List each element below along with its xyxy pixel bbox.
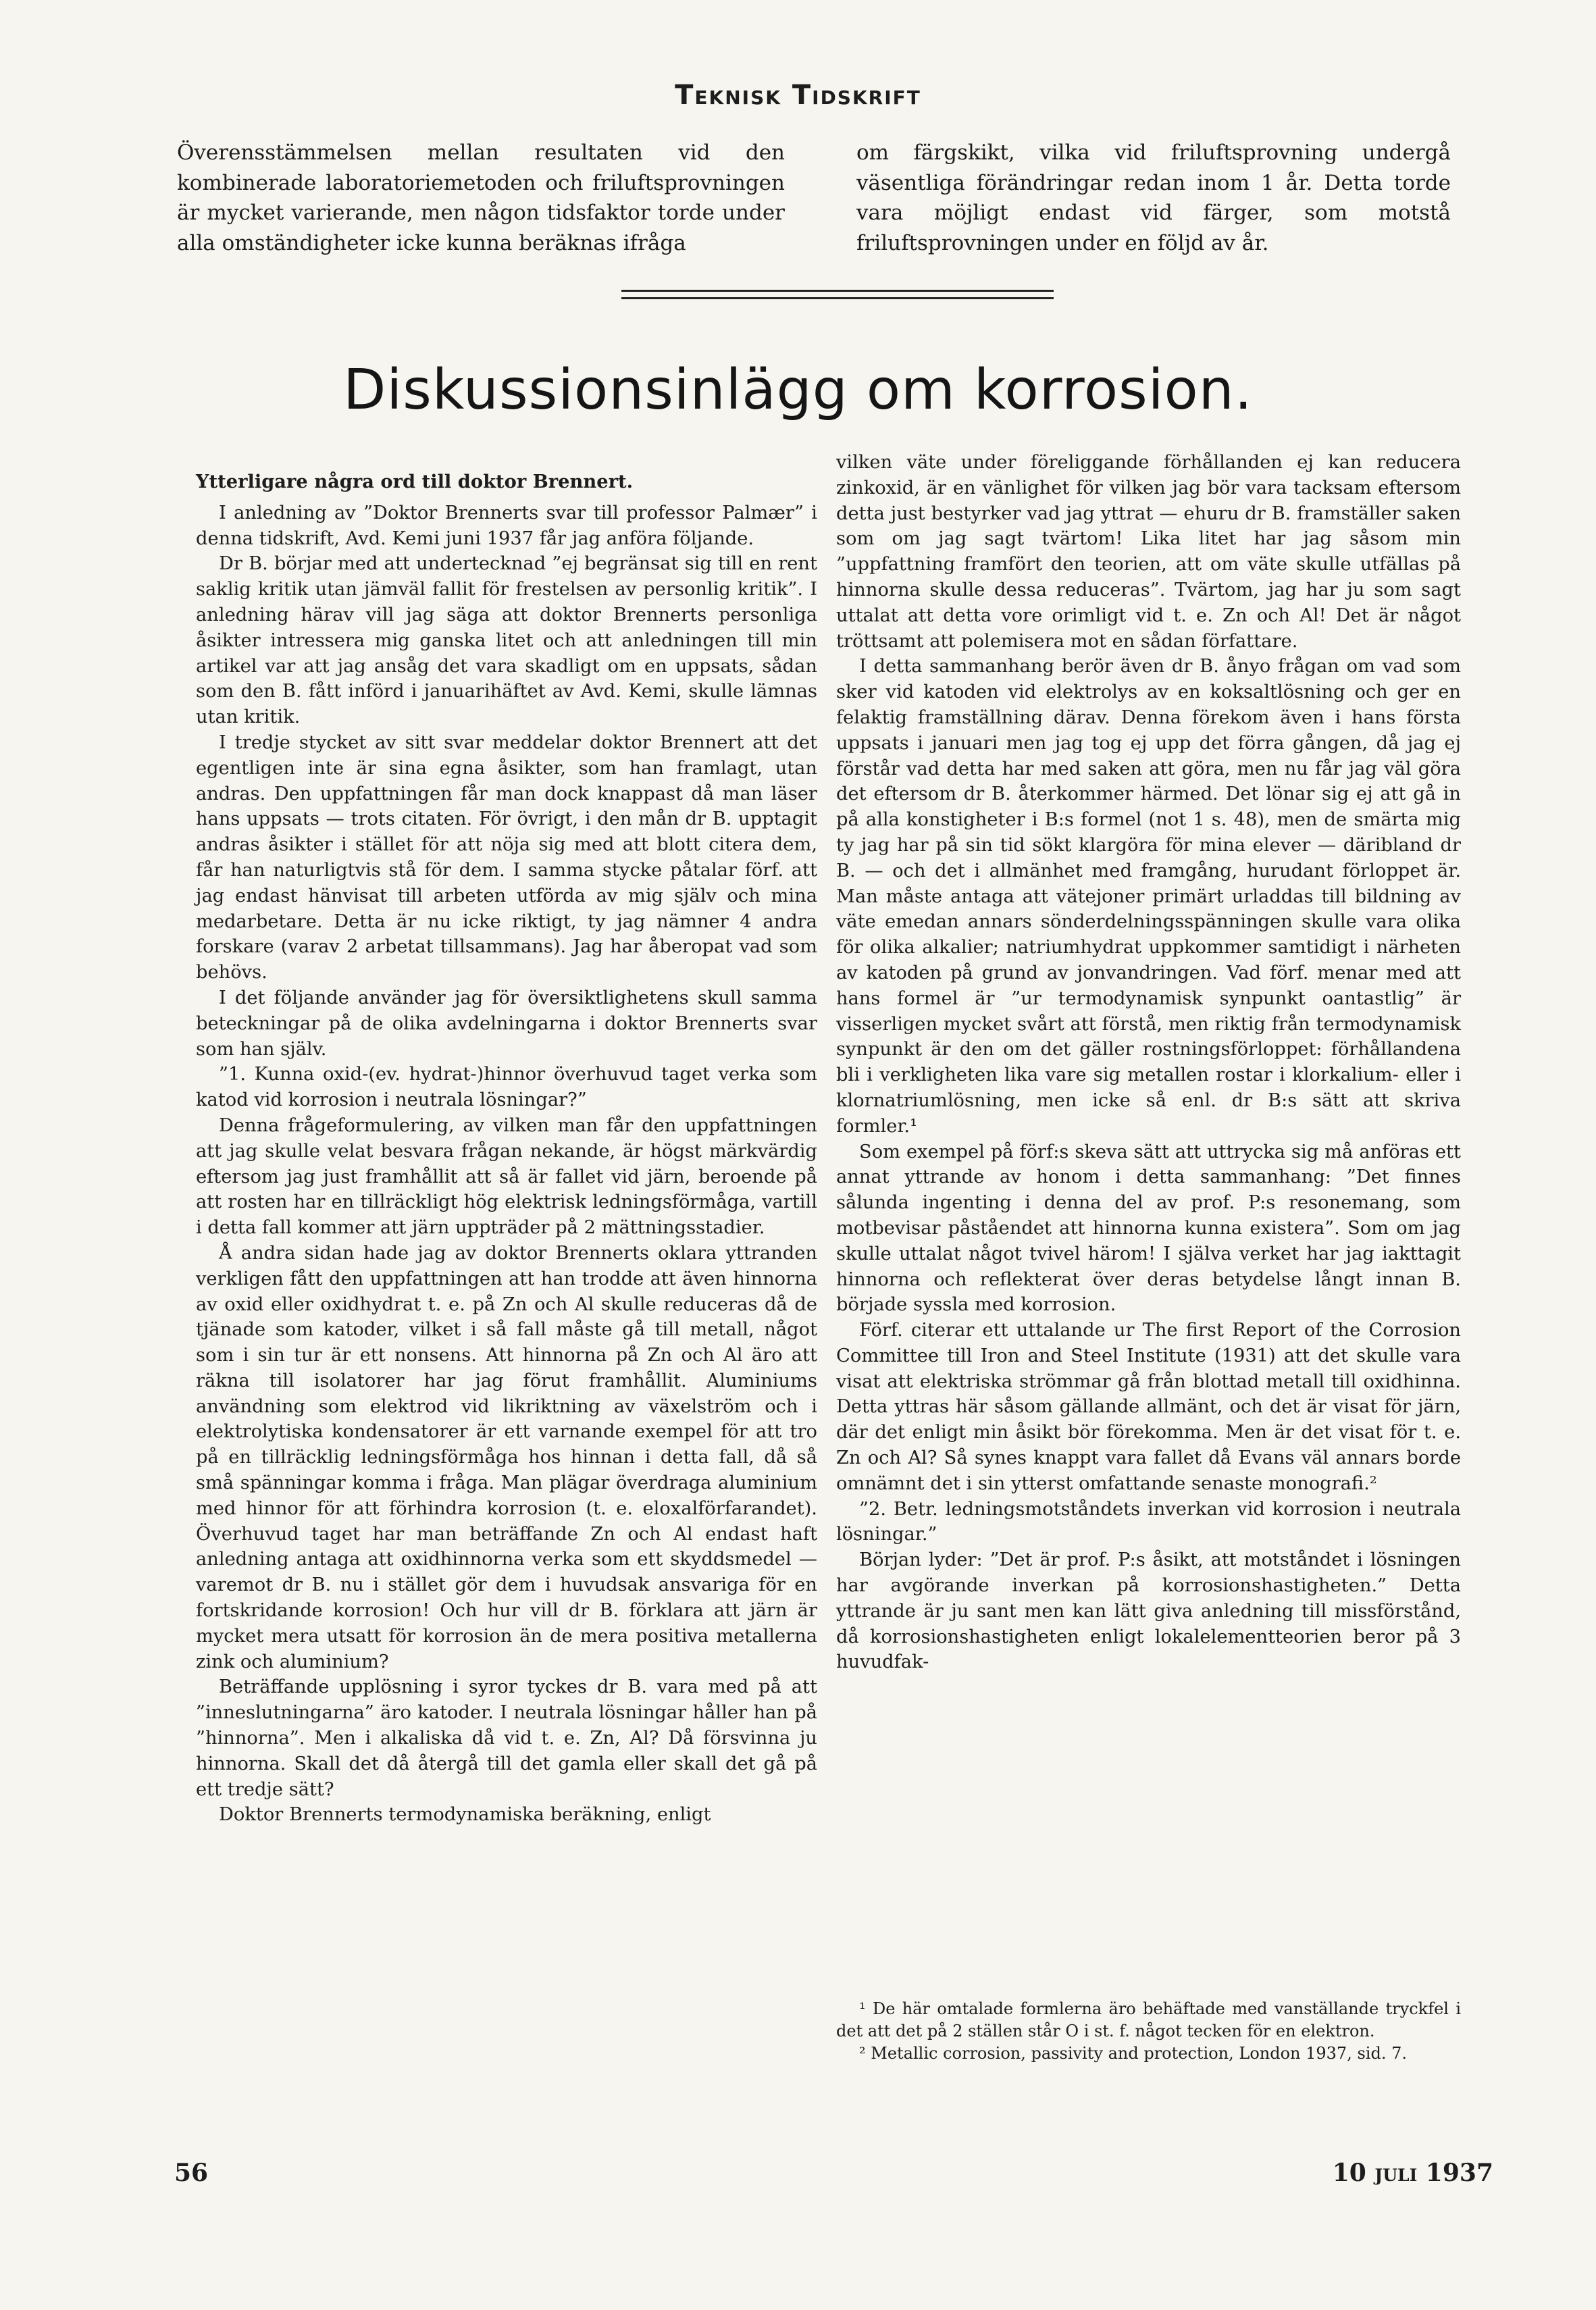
paragraph: Som exempel på förf:s skeva sätt att uttrycka sig må anföras ett annat yttrande av honom i detta sammanhang: ”Det finnes sålunda ingenting i denna del av prof. P:s resonemang, som motbevisar påståendet att hinnorna kunna existera”. Som om jag skulle uttalat något tvivel härom! I själva verket har jag iakttagit hinnorna och reflekterat över deras betydelse långt innan B. började syssla med korrosion. (836, 1141, 1461, 1316)
paragraph: I tredje stycket av sitt svar meddelar doktor Brennert att det egentligen inte är sina egna åsikter, som han framlagt, utan andras. Den uppfattningen får man dock knappast då man läser hans uppsats — trots citaten. För övrigt, i den mån dr B. upptagit andras åsikter i stället för att nöja sig med att blott citera dem, får han naturligtvis stå för dem. I samma stycke påtalar förf. att jag endast hänvisat till arbeten utförda av mig själv och mina medarbetare. Detta är nu icke riktigt, ty jag nämner 4 andra forskare (varav 2 arbetat tillsammans). Jag har åberopat vad som behövs. (196, 732, 817, 983)
paragraph: ”2. Betr. ledningsmotståndets inverkan vid korrosion i neutrala lösningar.” (836, 1498, 1461, 1545)
paragraph: Å andra sidan hade jag av doktor Brennerts oklara yttranden verkligen fått den uppfattningen att han trodde att även hinnorna av oxid eller oxidhydrat t. e. på Zn och Al skulle reduceras då de tjänade som katoder, vilket i så fall måste gå till metall, något som i sin tur är ett nonsens. Att hinnorna på Zn och Al äro att räkna till isolatorer har jag förut framhållit. Aluminiums användning som elektrod vid likriktning av växelström och i elektrolytiska kondensatorer är ett varnande exempel för att tro på en tillräcklig ledningsförmåga hos hinnan i detta fall, då så små spänningar komma i fråga. Man plägar överdraga aluminium med hinnor för att förhindra korrosion (t. e. eloxalförfarandet). Överhuvud taget har man beträffande Zn och Al endast haft anledning antaga att oxidhinnorna verka som ett skyddsmedel — varemot dr B. nu i stället gör dem i huvudsak ansvariga för en fortskridande korrosion! Och hur vill dr B. förklara att järn är mycket mera utsatt för korrosion än de mera positiva metallerna zink och aluminium? (196, 1242, 817, 1672)
paragraph: Beträffande upplösning i syror tyckes dr B. vara med på att ”inneslutningarna” äro katoder. I neutrala lösningar håller han på ”hinnorna”. Men i alkaliska då vid t. e. Zn, Al? Då försvinna ju hinnorna. Skall det då återgå till det gamla eller skall det gå på ett tredje sätt? (196, 1676, 817, 1800)
article-title: Diskussionsinlägg om korrosion. (343, 358, 1253, 422)
article-column-left (196, 469, 817, 1828)
journal-header: Teknisk Tidskrift (675, 80, 921, 111)
paragraph: ”1. Kunna oxid-(ev. hydrat-)hinnor överhuvud taget verka som katod vid korrosion i neutrala lösningar?” (196, 1064, 817, 1111)
paragraph: Dr B. börjar med att undertecknad ”ej begränsat sig till en rent saklig kritik utan jämväl fallit för frestelsen av personlig kritik”. I anledning härav vill jag säga att doktor Brennerts personliga åsikter intressera mig ganska litet och att anledningen till min artikel var att jag ansåg det vara skadligt om en uppsats, sådan som den B. fått införd i januarihäftet av Avd. Kemi, skulle lämnas utan kritik. (196, 553, 817, 728)
paragraph: I det följande använder jag för översiktlighetens skull samma beteckningar på de olika avdelningarna i doktor Brennerts svar som han själv. (196, 987, 817, 1060)
footnote: ² Metallic corrosion, passivity and protection, London 1937, sid. 7. (859, 2044, 1407, 2063)
paragraph: Början lyder: ”Det är prof. P:s åsikt, att motståndet i lösningen har avgörande inverkan på korrosionshastigheten.” Detta yttrande är ju sant men kan lätt giva anledning till missförstånd, då korrosionshastigheten enligt lokalelementteorien beror på 3 huvudfak- (836, 1549, 1461, 1673)
paragraph: I anledning av ”Doktor Brennerts svar till professor Palmær” i denna tidskrift, Avd. Kemi juni 1937 får jag anföra följande. (196, 502, 817, 549)
article-column-right (836, 450, 1461, 1675)
paragraph: I detta sammanhang berör även dr B. ånyo frågan om vad som sker vid katoden vid elektrolys av en koksaltlösning och ger en felaktig framställning därav. Denna förekom även i hans första uppsats i januari men jag tog ej upp det förra gången, då jag ej förstår vad detta har med saken att göra, men nu får jag väl göra det eftersom dr B. återkommer härmed. Det lönar sig ej att gå in på alla konstigheter i B:s formel (not 1 s. 48), men de smärta mig ty jag har på sin tid sökt klargöra för mina elever — däribland dr B. — och det i allmänhet med framgång, hurudant förloppet är. Man måste antaga att vätejoner primärt urladdas till bildning av väte emedan annars sönderdelningsspänningen skulle vara olika för olika alkalier; natriumhydrat uppkommer samtidigt i närheten av katoden på grund av jonvandringen. Vad förf. menar med att hans formel är ”ur termodynamisk synpunkt oantastlig” är visserligen mycket svårt att förstå, men riktig från termodynamisk synpunkt är den om det gäller rostningsförloppet: förhållandena bli i verkligheten lika vare sig metallen rostar i klorkalium- eller i klornatriumlösning, men icke så enl. dr B:s sätt att skriva formler.¹ (836, 656, 1461, 1137)
paragraph: Doktor Brennerts termodynamiska beräkning, enligt (219, 1804, 711, 1826)
footnote: ¹ De här omtalade formlerna äro behäftade med vanställande tryckfel i det att det på 2 ställen står O i st. f. något tecken för en elektron. (836, 1999, 1461, 2040)
paragraph: Förf. citerar ett uttalande ur The first Report of the Corrosion Committee till Iron and Steel Institute (1931) att det skulle vara visat att elektriska strömmar gå från blottad metall till oxidhinna. Detta yttras här såsom gällande allmänt, och det är visat för järn, där det enligt min åsikt bör förekomma. Men är det visat för t. e. Zn och Al? Så synes knappt vara fallet då Evans väl annars borde omnämnt det i sin ytterst omfattande senaste monografi.² (836, 1320, 1461, 1494)
page-number: 56 (174, 2159, 209, 2187)
continued-text-right: om färgskikt, vilka vid friluftsprovning undergå väsentliga förändringar redan inom 1 år. Detta torde vara möjligt endast vid färger, som motstå friluftsprovningen under en följd av år. (856, 140, 1451, 255)
issue-date: 10 juli 1937 (1332, 2159, 1493, 2187)
article-subheading: Ytterligare några ord till doktor Brennert. (196, 471, 634, 492)
continued-text-left: Överensstämmelsen mellan resultaten vid den kombinerade laboratoriemetoden och friluftsprovningen är mycket varierande, men någon tidsfaktor torde under alla omständigheter icke kunna beräknas ifråga (177, 140, 785, 255)
section-divider (621, 297, 1054, 299)
footnotes (836, 1998, 1461, 2065)
paragraph: Denna frågeformulering, av vilken man får den uppfattningen att jag skulle velat besvara frågan nekande, är högst märkvärdig eftersom jag just framhållit att så är fallet vid järn, beroende på att rosten har en tillräckligt hög elektrisk ledningsförmåga, vartill i detta fall kommer att järn uppträder på 2 mättningsstadier. (196, 1114, 817, 1239)
paragraph: vilken väte under föreliggande förhållanden ej kan reducera zinkoxid, är en vänlighet för vilken jag bör vara tacksam eftersom detta just bestyrker vad jag yttrat — ehuru dr B. framställer saken som om jag sagt tvärtom! Lika litet har jag såsom min ”uppfattning framfört den teorien, att om väte skulle utfällas på hinnorna skulle dessa reduceras”. Tvärtom, jag har ju som sagt uttalat att detta vore orimligt vid t. e. Zn och Al! Det är något tröttsamt att polemisera mot en sådan författare. (836, 452, 1461, 652)
section-divider (621, 290, 1054, 292)
